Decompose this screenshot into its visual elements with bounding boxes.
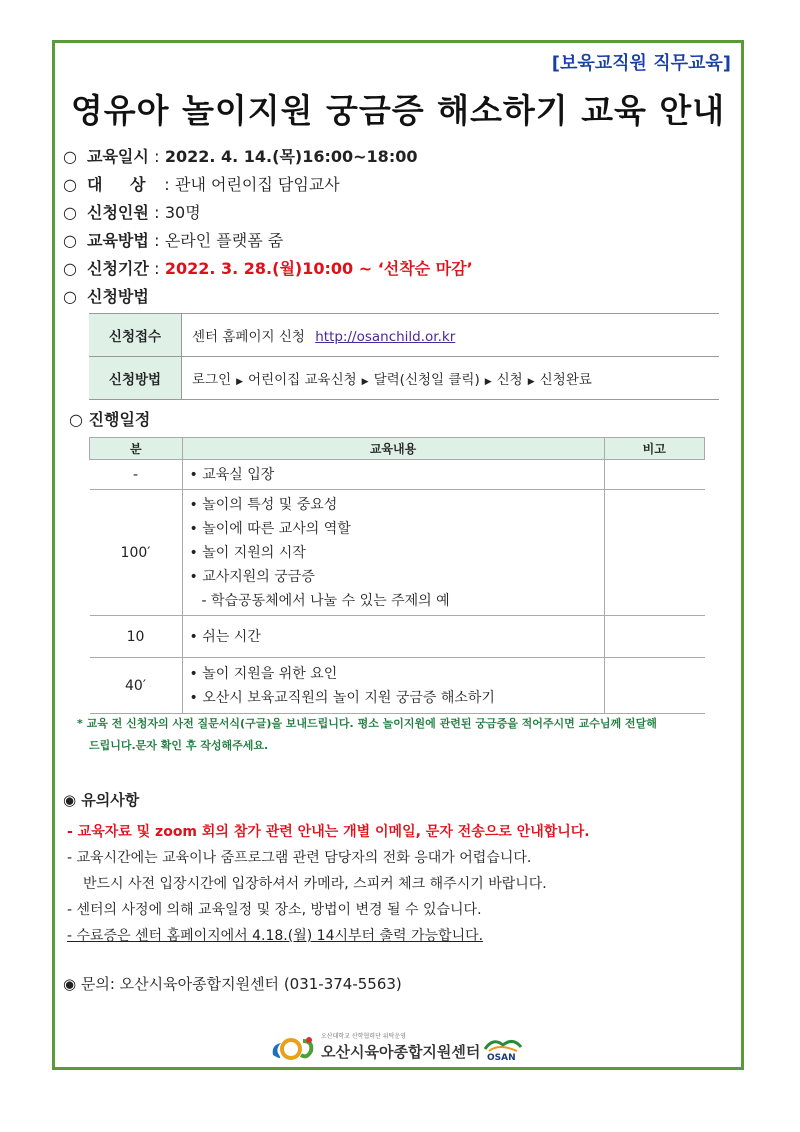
info-label: 신청기간 [87,259,149,278]
apply-table [89,313,719,400]
category-tag: [보육교직원 직무교육] [551,53,731,74]
table-row [90,460,705,490]
apply-head: 신청방법 [89,357,182,400]
osan-city-logo-icon [483,1035,523,1053]
bullet-icon: ○ [63,287,77,306]
pre-survey-note: * 교육 전 신청자의 사전 질문서식(구글)을 보내드립니다. 평소 놀이지원에 관련된 궁금증을 적어주시면 교수님께 전달해 드립니다.문자 확인 후 작성해주세요. [77,717,657,752]
info-label: 대 상 [87,175,146,194]
info-value: 2022. 4. 14.(목)16:00~18:00 [164,147,418,166]
page-title: 영유아 놀이지원 궁금증 해소하기 교육 안내 [70,91,726,130]
minutes-cell: 40′ [90,658,183,714]
apply-steps: 로그인 ▶ 어린이집 교육신청 ▶ 달력(신청일 클릭) ▶ 신청 ▶ 신청완료 [182,357,720,400]
caution-item: - 수료증은 센터 홈페이지에서 4.18.(월) 14시부터 출력 가능합니다. [67,928,484,944]
minutes-cell: - [90,460,183,490]
caution-item: 반드시 사전 입장시간에 입장하셔서 카메라, 스피커 체크 해주시기 바랍니다. [83,876,547,892]
info-apply [63,283,723,311]
content-cell: • 놀이의 특성 및 중요성 • 놀이에 따른 교사의 역할 • 놀이 지원의 시작 • 교사지원의 궁금증 - 학습공동체에서 나눌 수 있는 주제의 예 [182,490,604,616]
info-target: ○ 대 상 : 관내 어린이집 담임교사 [63,171,723,199]
info-label: 신청방법 [87,287,149,306]
bullet-icon: ○ [63,203,77,222]
memo-cell [604,490,705,616]
table-row [89,314,719,357]
caution-item: - 교육시간에는 교육이나 줌프로그램 관련 담당자의 전화 응대가 어렵습니다. [67,850,532,866]
info-value: 2022. 3. 28.(월)10:00 ~ ‘선착순 마감’ [164,259,473,278]
caution-item: - 센터의 사정에 의해 교육일정 및 장소, 방법이 변경 될 수 있습니다. [67,902,482,918]
table-row [89,357,719,400]
col-header: 분 [90,438,183,460]
col-header: 비고 [604,438,705,460]
caution-title: ◉ 유의사항 [63,791,140,809]
content-cell: • 교육실 입장 [182,460,604,490]
info-list [63,143,723,311]
info-label: 신청인원 [87,203,149,222]
document-frame [52,40,744,1070]
center-logo-icon [269,1035,317,1063]
caution-list [67,819,737,949]
table-row [90,616,705,658]
content-cell: • 놀이 지원을 위한 요인 • 오산시 보육교직원의 놀이 지원 궁금증 해소하기 [182,658,604,714]
info-capacity: ○ 신청인원 : 30명 [63,199,723,227]
schedule-title: ○ 진행일정 [69,410,151,429]
arrow-right-icon: ▶ [484,377,492,387]
info-value: 온라인 플랫폼 줌 [164,231,284,250]
center-logo: 오산대학교 산학협력단 위탁운영 오산시육아종합지원센터 OSAN [269,1031,529,1065]
arrow-right-icon: ▶ [527,377,535,387]
content-cell: • 쉬는 시간 [182,616,604,658]
col-header: 교육내용 [182,438,604,460]
info-period: ○ 신청기간 : 2022. 3. 28.(월)10:00 ~ ‘선착순 마감’ [63,255,723,283]
info-value: 관내 어린이집 담임교사 [175,175,340,194]
apply-cell: 센터 홈페이지 신청 http://osanchild.or.kr [182,314,720,357]
table-row [90,490,705,616]
contact-info: ◉ 문의: 오산시육아종합지원센터 (031-374-5563) [63,975,402,993]
info-label: 교육방법 [87,231,149,250]
info-method: ○ 교육방법 : 온라인 플랫폼 줌 [63,227,723,255]
schedule-table [89,437,705,714]
minutes-cell: 100′ [90,490,183,616]
table-row [90,658,705,714]
memo-cell [604,616,705,658]
apply-head: 신청접수 [89,314,182,357]
table-header-row [90,438,705,460]
bullet-icon: ○ [63,147,77,166]
bullet-icon: ○ [63,259,77,278]
bullet-icon: ○ [63,175,77,194]
arrow-right-icon: ▶ [236,377,244,387]
bullet-icon: ○ [63,231,77,250]
arrow-right-icon: ▶ [361,377,369,387]
caution-item: - 교육자료 및 zoom 회의 참가 관련 안내는 개별 이메일, 문자 전송으로 안내합니다. [67,824,590,840]
memo-cell [604,460,705,490]
memo-cell [604,658,705,714]
homepage-link[interactable]: http://osanchild.or.kr [315,329,456,345]
info-value: 30명 [164,203,201,222]
minutes-cell: 10 [90,616,183,658]
info-date: ○ 교육일시 : 2022. 4. 14.(목)16:00~18:00 [63,143,723,171]
info-label: 교육일시 [87,147,149,166]
